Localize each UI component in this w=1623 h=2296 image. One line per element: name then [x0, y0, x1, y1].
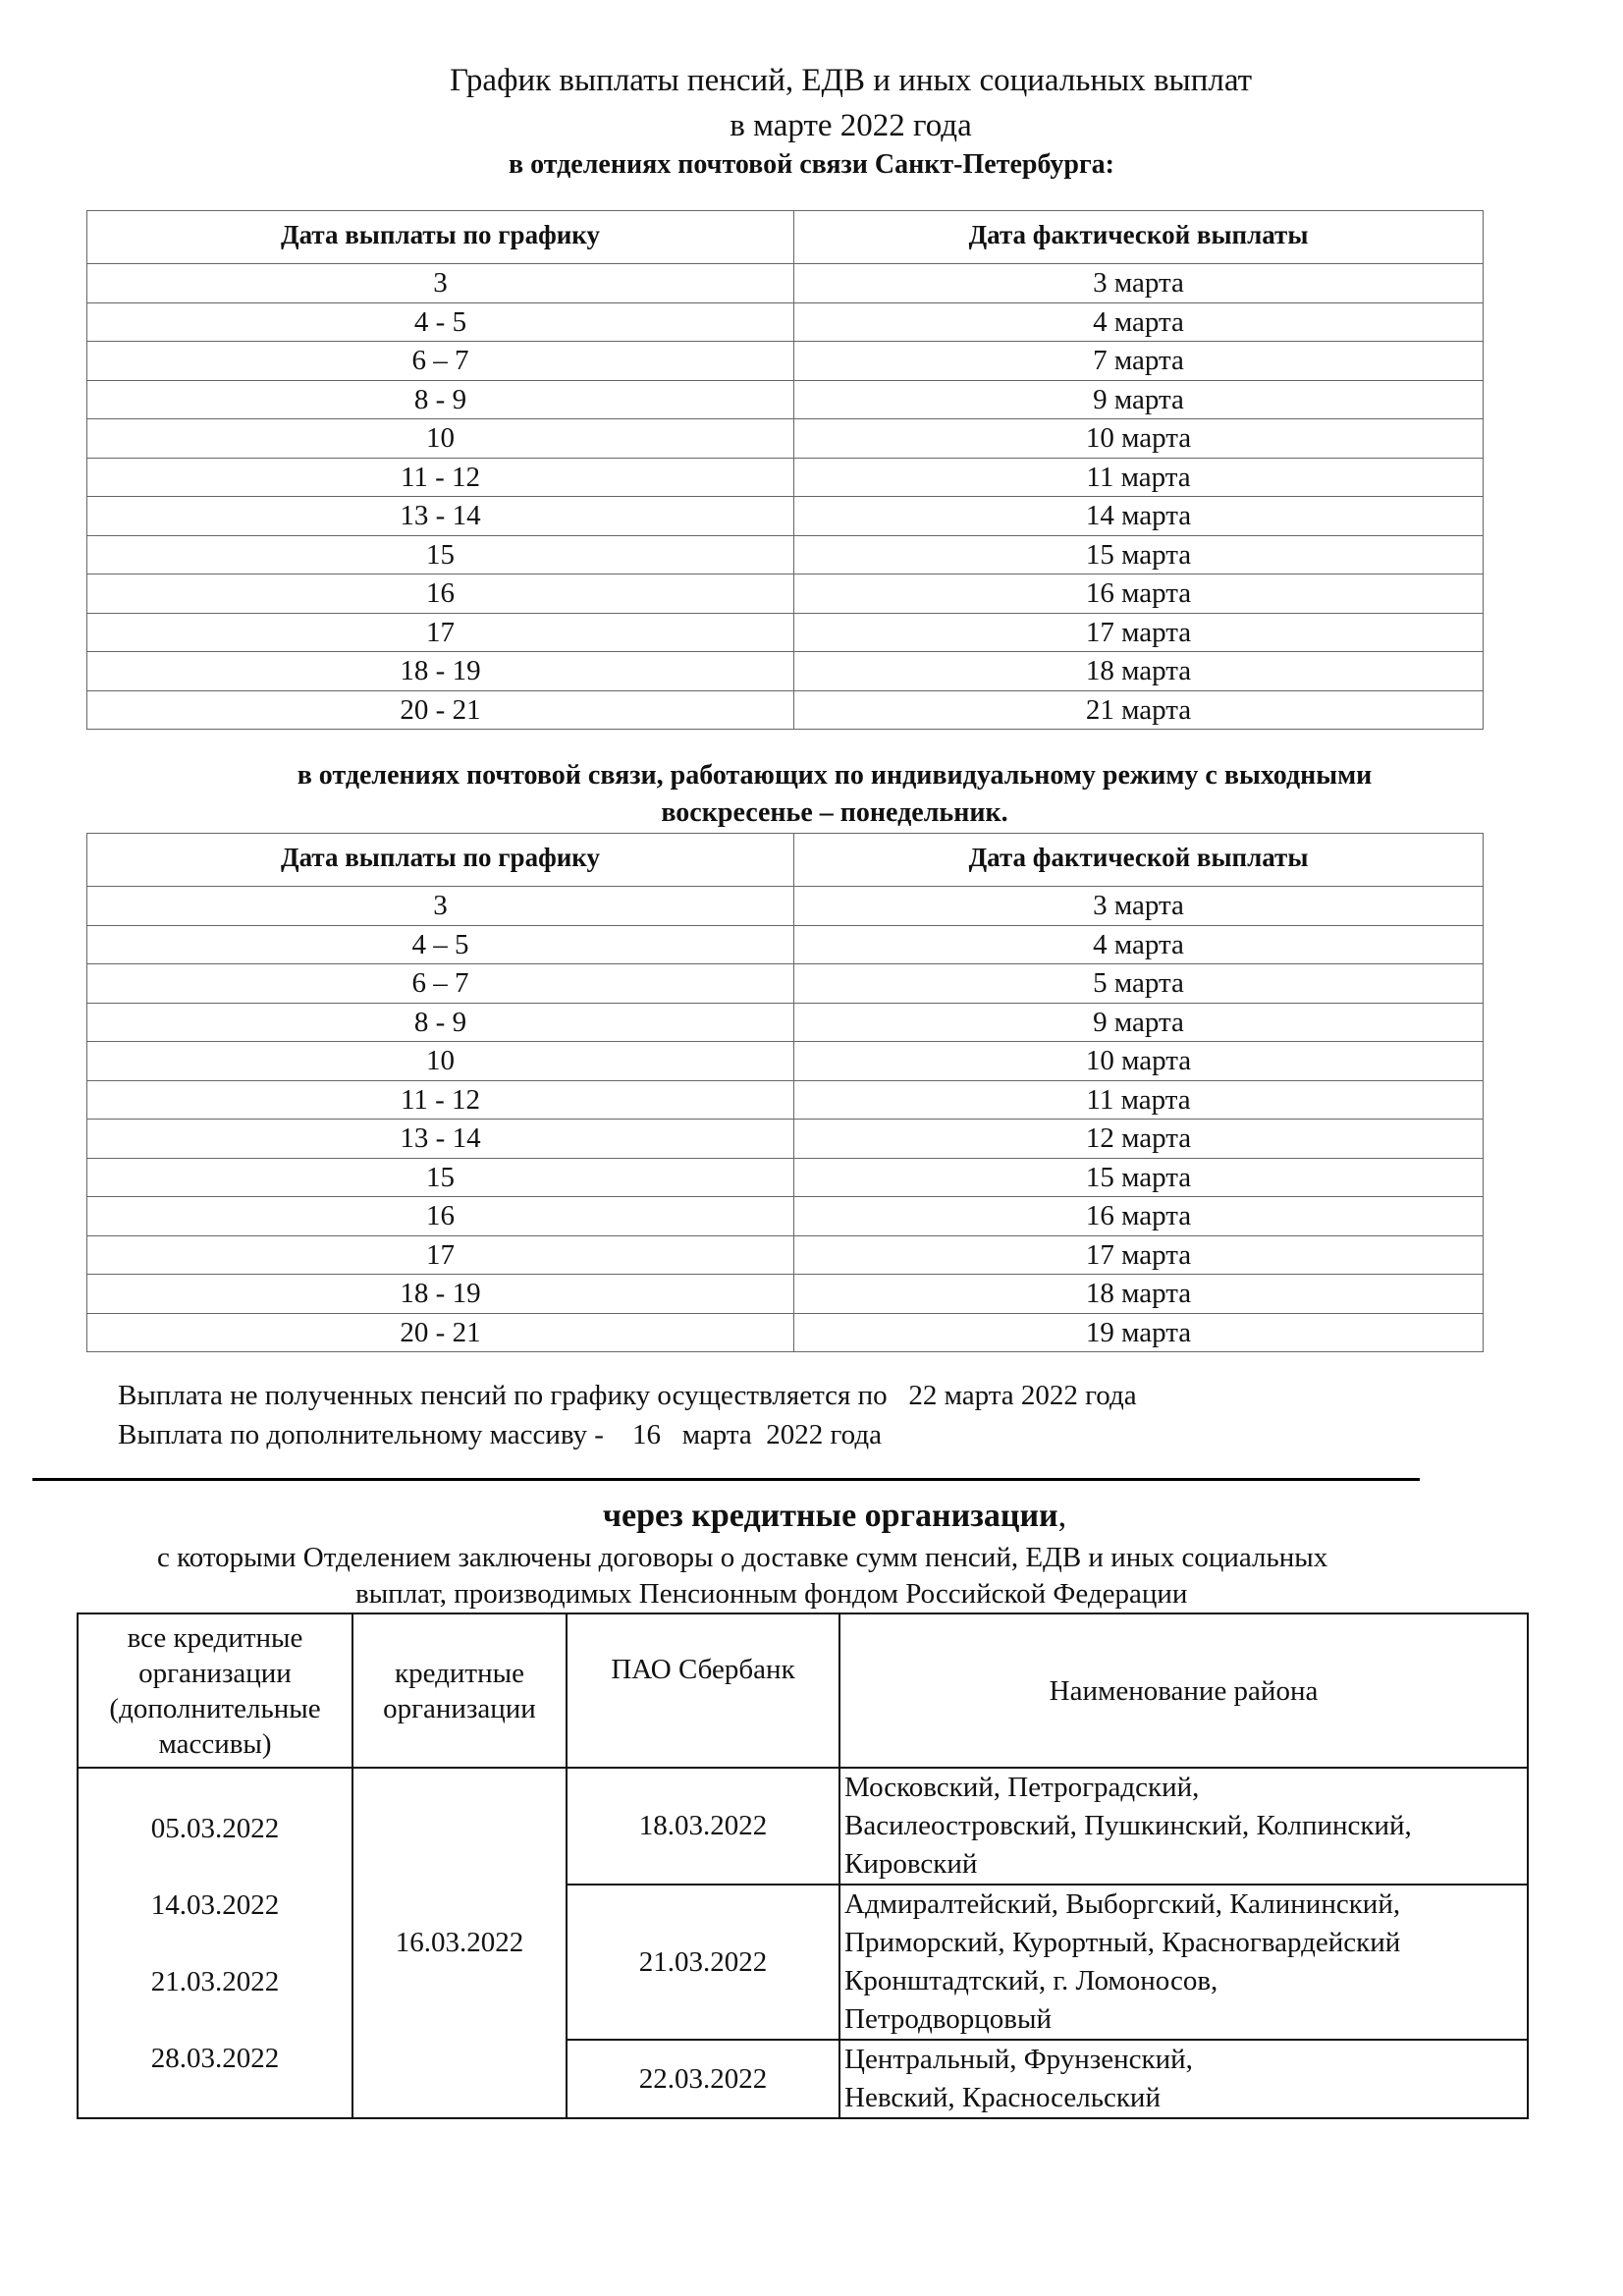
credit-title-comma: , — [1057, 1498, 1067, 1534]
actual-date-cell: 11 марта — [794, 458, 1484, 497]
actual-date-cell: 18 марта — [794, 652, 1484, 691]
credit-org-date-cell: 16.03.2022 — [352, 1768, 567, 2118]
column-header-scheduled-date: Дата выплаты по графику — [87, 834, 794, 887]
sberbank-date-cell: 22.03.2022 — [567, 2040, 839, 2118]
actual-date-cell: 9 марта — [794, 380, 1484, 419]
actual-date-cell: 14 марта — [794, 497, 1484, 536]
table-row — [78, 1768, 1528, 1885]
note-unreceived-pensions: Выплата не полученных пенсий по графику осуществляется по 22 марта 2022 года — [118, 1380, 1137, 1411]
divider-line — [32, 1478, 1420, 1481]
district-line: Кронштадтский, г. Ломоносов, — [844, 1965, 1218, 1996]
table-row — [87, 887, 1484, 926]
credit-title-bold: через кредитные организации — [602, 1498, 1058, 1534]
actual-date-cell: 3 марта — [794, 264, 1484, 303]
scheduled-date-cell: 13 - 14 — [87, 1120, 794, 1159]
table-row — [87, 1003, 1484, 1042]
table-row — [87, 613, 1484, 652]
scheduled-date-cell: 16 — [87, 1197, 794, 1236]
table-header-row — [87, 834, 1484, 887]
column-header-scheduled-date: Дата выплаты по графику — [87, 211, 794, 264]
scheduled-date-cell: 13 - 14 — [87, 497, 794, 536]
scheduled-date-cell: 20 - 21 — [87, 1313, 794, 1352]
district-line: Кировский — [844, 1848, 978, 1880]
section-title-individual-mode — [147, 757, 1522, 832]
actual-date-cell: 11 марта — [794, 1080, 1484, 1120]
district-line: Петродворцовый — [844, 2003, 1052, 2035]
scheduled-date-cell: 17 — [87, 1235, 794, 1275]
district-line: Адмиралтейский, Выборгский, Калининский, — [844, 1888, 1401, 1920]
scheduled-date-cell: 4 – 5 — [87, 925, 794, 964]
table-row — [87, 1120, 1484, 1159]
district-cell — [839, 2040, 1528, 2118]
column-header-actual-date: Дата фактической выплаты — [794, 211, 1484, 264]
individual-mode-schedule-table — [86, 833, 1484, 1352]
scheduled-date-cell: 3 — [87, 887, 794, 926]
actual-date-cell: 19 марта — [794, 1313, 1484, 1352]
actual-date-cell: 15 марта — [794, 1158, 1484, 1197]
table-row — [87, 1313, 1484, 1352]
document-title: График выплаты пенсий, ЕДВ и иных социальных выплат — [449, 63, 1253, 98]
actual-date-cell: 17 марта — [794, 613, 1484, 652]
sberbank-date-cell: 21.03.2022 — [567, 1885, 839, 2040]
table-row — [87, 652, 1484, 691]
district-line: Приморский, Курортный, Красногвардейский — [844, 1927, 1401, 1958]
additional-date: 28.03.2022 — [150, 2042, 280, 2074]
actual-date-cell: 17 марта — [794, 1235, 1484, 1275]
section-title-post-offices: в отделениях почтовой связи Санкт-Петербурга: — [508, 149, 1114, 180]
scheduled-date-cell: 10 — [87, 419, 794, 459]
table-row — [87, 1235, 1484, 1275]
scheduled-date-cell: 6 – 7 — [87, 964, 794, 1004]
table-row — [87, 964, 1484, 1004]
table-row — [87, 497, 1484, 536]
scheduled-date-cell: 17 — [87, 613, 794, 652]
scheduled-date-cell: 8 - 9 — [87, 380, 794, 419]
additional-date: 21.03.2022 — [150, 1965, 280, 1997]
actual-date-cell: 4 марта — [794, 302, 1484, 342]
credit-organizations-table — [77, 1613, 1529, 2119]
table-row — [87, 1158, 1484, 1197]
section-title-credit-organizations — [0, 1498, 1623, 1535]
additional-dates-cell — [78, 1768, 352, 2118]
table-row — [87, 1080, 1484, 1120]
actual-date-cell: 5 марта — [794, 964, 1484, 1004]
table-row — [87, 1042, 1484, 1081]
post-office-schedule-table — [86, 210, 1484, 730]
scheduled-date-cell: 16 — [87, 574, 794, 614]
table-row — [87, 458, 1484, 497]
table-row — [87, 302, 1484, 342]
district-line: Невский, Красносельский — [844, 2082, 1161, 2113]
table-row — [87, 1197, 1484, 1236]
table-row — [87, 925, 1484, 964]
scheduled-date-cell: 11 - 12 — [87, 458, 794, 497]
table-header-row — [78, 1613, 1528, 1768]
additional-date: 05.03.2022 — [150, 1812, 280, 1844]
table-body — [87, 264, 1484, 730]
scheduled-date-cell: 20 - 21 — [87, 690, 794, 730]
table-row — [87, 380, 1484, 419]
actual-date-cell: 9 марта — [794, 1003, 1484, 1042]
actual-date-cell: 18 марта — [794, 1275, 1484, 1314]
scheduled-date-cell: 4 - 5 — [87, 302, 794, 342]
scheduled-date-cell: 18 - 19 — [87, 652, 794, 691]
scheduled-date-cell: 15 — [87, 1158, 794, 1197]
column-header-district: Наименование района — [839, 1613, 1528, 1768]
table-row — [87, 1275, 1484, 1314]
sberbank-date-cell: 18.03.2022 — [567, 1768, 839, 1885]
table-row — [87, 574, 1484, 614]
note-additional-array: Выплата по дополнительному массиву - 16 марта 2022 года — [118, 1419, 882, 1450]
scheduled-date-cell: 3 — [87, 264, 794, 303]
table-row — [87, 419, 1484, 459]
table-row — [87, 264, 1484, 303]
actual-date-cell: 4 марта — [794, 925, 1484, 964]
column-header-all-credit-orgs: все кредитные организации (дополнительные массивы) — [78, 1613, 352, 1768]
column-header-credit-orgs: кредитные организации — [352, 1613, 567, 1768]
section-title-line: воскресенье – понедельник. — [661, 797, 1008, 828]
actual-date-cell: 16 марта — [794, 1197, 1484, 1236]
credit-subtitle-line1: с которыми Отделением заключены договоры о доставке сумм пенсий, ЕДВ и иных социальных — [157, 1542, 1328, 1573]
table-row — [87, 535, 1484, 574]
scheduled-date-cell: 15 — [87, 535, 794, 574]
column-header-actual-date: Дата фактической выплаты — [794, 834, 1484, 887]
actual-date-cell: 3 марта — [794, 887, 1484, 926]
actual-date-cell: 15 марта — [794, 535, 1484, 574]
scheduled-date-cell: 6 – 7 — [87, 342, 794, 381]
actual-date-cell: 21 марта — [794, 690, 1484, 730]
district-line: Московский, Петроградский, — [844, 1772, 1200, 1803]
actual-date-cell: 16 марта — [794, 574, 1484, 614]
section-title-line: в отделениях почтовой связи, работающих по индивидуальному режиму с выходными — [297, 760, 1373, 791]
actual-date-cell: 10 марта — [794, 419, 1484, 459]
table-header-row — [87, 211, 1484, 264]
credit-subtitle-line2: выплат, производимых Пенсионным фондом Российской Федерации — [355, 1578, 1188, 1610]
column-header-sberbank: ПАО Сбербанк — [567, 1613, 839, 1768]
actual-date-cell: 10 марта — [794, 1042, 1484, 1081]
actual-date-cell: 7 марта — [794, 342, 1484, 381]
scheduled-date-cell: 11 - 12 — [87, 1080, 794, 1120]
district-line: Центральный, Фрунзенский, — [844, 2044, 1193, 2075]
table-row — [87, 690, 1484, 730]
document-title-period: в марте 2022 года — [730, 108, 972, 143]
scheduled-date-cell: 18 - 19 — [87, 1275, 794, 1314]
table-body — [87, 887, 1484, 1352]
additional-date: 14.03.2022 — [150, 1888, 280, 1921]
scheduled-date-cell: 8 - 9 — [87, 1003, 794, 1042]
district-line: Василеостровский, Пушкинский, Колпинский, — [844, 1810, 1412, 1841]
table-row — [87, 342, 1484, 381]
district-cell — [839, 1768, 1528, 1885]
district-cell — [839, 1885, 1528, 2040]
actual-date-cell: 12 марта — [794, 1120, 1484, 1159]
scheduled-date-cell: 10 — [87, 1042, 794, 1081]
